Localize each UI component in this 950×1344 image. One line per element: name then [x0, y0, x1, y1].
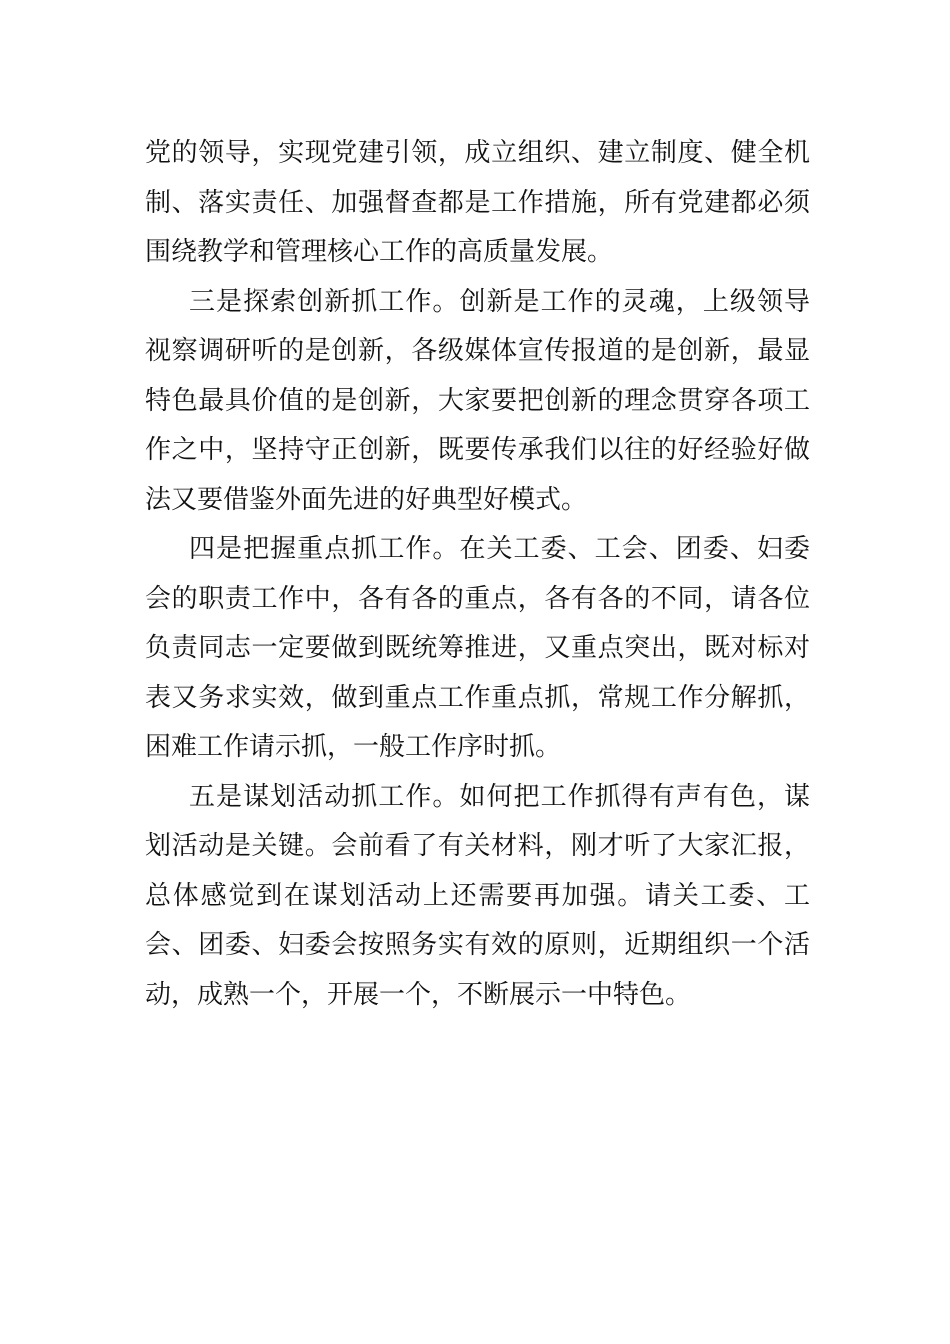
paragraph-innovation: 三是探索创新抓工作。创新是工作的灵魂，上级领导视察调研听的是创新，各级媒体宣传报道的是创新，最显特色最具价值的是创新，大家要把创新的理念贯穿各项工作之中，坚持守正创新，既要传承我们以往的好经验好做法又要借鉴外面先进的好典型好模式。: [145, 286, 810, 515]
paragraph-activities: 五是谋划活动抓工作。如何把工作抓得有声有色，谋划活动是关键。会前看了有关材料，刚才听了大家汇报，总体感觉到在谋划活动上还需要再加强。请关工委、工会、团委、妇委会按照务实有效的原则，近期组织一个活动，成熟一个，开展一个，不断展示一中特色。: [145, 781, 810, 1010]
document-body: [145, 129, 810, 1020]
paragraph-key-points: 四是把握重点抓工作。在关工委、工会、团委、妇委会的职责工作中，各有各的重点，各有各的不同，请各位负责同志一定要做到既统筹推进，又重点突出，既对标对表又务求实效，做到重点工作重点抓，常规工作分解抓，困难工作请示抓，一般工作序时抓。: [145, 534, 810, 762]
paragraph-continuation: 党的领导，实现党建引领，成立组织、建立制度、健全机制、落实责任、加强督查都是工作措施，所有党建都必须围绕教学和管理核心工作的高质量发展。: [145, 138, 810, 267]
